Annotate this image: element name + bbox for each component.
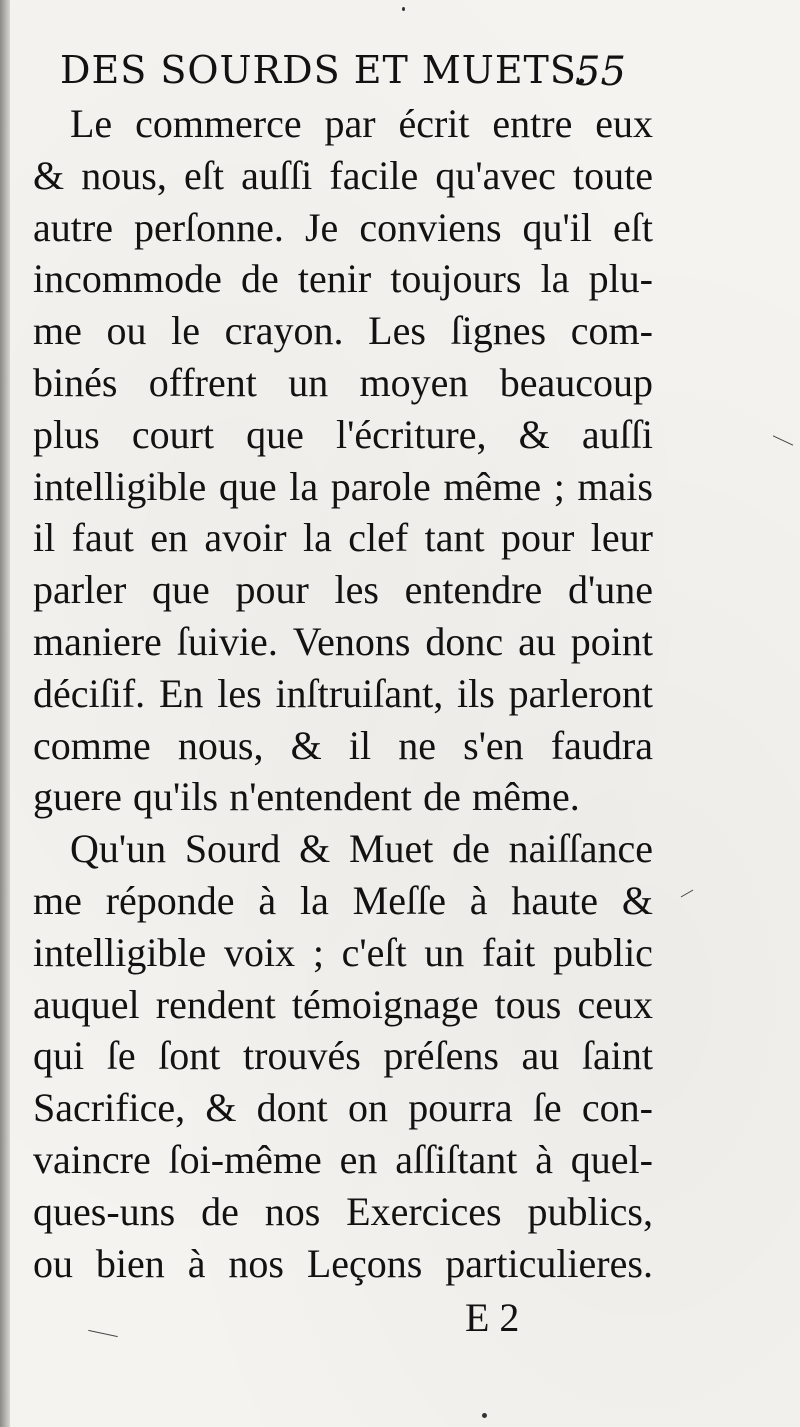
word: & (290, 722, 322, 768)
word: ne (398, 722, 436, 768)
word: Leçons (306, 1240, 423, 1286)
word: ou (33, 1240, 73, 1286)
word: trouvés (243, 1033, 361, 1079)
word: même. (472, 774, 580, 820)
text-line (33, 977, 653, 1033)
word: Exercices (346, 1188, 502, 1234)
word: leur (590, 515, 653, 561)
word: à (469, 878, 488, 923)
word: préſens (383, 1033, 499, 1079)
word: au (518, 619, 556, 664)
word: moyen (359, 360, 469, 405)
text-line (33, 769, 653, 825)
word: tenir (297, 256, 372, 302)
word: en (150, 515, 188, 561)
word: Meſſe (352, 878, 446, 923)
word: entendre (404, 567, 543, 613)
text-line (33, 148, 653, 204)
word: l'écriture, (336, 411, 487, 457)
word: de (423, 774, 461, 820)
word: la (540, 256, 570, 302)
word: au (521, 1033, 560, 1079)
ink-mark (681, 890, 694, 898)
word: & (518, 411, 550, 457)
word: vaincre (33, 1137, 151, 1182)
word: point (570, 619, 653, 664)
word: & (621, 878, 653, 923)
word: incommode (33, 256, 222, 302)
word: intelligible (33, 463, 207, 509)
word: ques-uns (33, 1188, 176, 1234)
word: pour (501, 515, 575, 561)
word: ſe (532, 1085, 562, 1131)
word: il (348, 722, 372, 768)
page-number: 55 (575, 49, 626, 95)
text-line (33, 666, 653, 722)
word: facile (329, 152, 419, 198)
text-line (33, 1080, 653, 1136)
word: autre (33, 204, 113, 250)
word: ſignes (450, 308, 547, 354)
word: comme (33, 722, 151, 768)
word: qui (33, 1033, 85, 1079)
word: crayon. (224, 308, 344, 354)
word: intelligible (33, 929, 207, 975)
word: la (299, 878, 329, 923)
text-line (33, 873, 653, 929)
ink-speck (482, 1413, 487, 1418)
word: à (535, 1137, 553, 1182)
word: fait (481, 929, 536, 975)
word: haute (511, 878, 599, 923)
word: parler (33, 567, 127, 613)
word: que (246, 411, 304, 457)
text-line (33, 510, 653, 566)
word: d'une (568, 567, 653, 613)
word: court (131, 411, 214, 457)
word: la (303, 515, 332, 561)
word: voix (224, 929, 296, 975)
word: nous, (177, 722, 264, 768)
word: ceux (577, 981, 653, 1027)
word: n'entendent (229, 774, 412, 820)
word: à (258, 878, 277, 923)
word: naiſſance (508, 826, 653, 872)
word: faudra (550, 722, 653, 768)
word: même (443, 463, 542, 509)
word: un (288, 360, 329, 405)
word: mais (577, 463, 653, 509)
word: com- (570, 308, 653, 354)
text-line (33, 303, 653, 359)
word: donc (425, 619, 504, 664)
word: tous (494, 981, 562, 1027)
word: me (33, 308, 82, 354)
running-head: DES SOURDS ET MUETS. (60, 48, 589, 92)
word: ſoi-même (168, 1137, 322, 1182)
word: & (299, 826, 331, 872)
word: auſſi (581, 411, 653, 457)
ink-mark (88, 1330, 118, 1337)
word: conviens (359, 204, 502, 250)
word: & (205, 1085, 237, 1131)
word: inſtruiſant, (275, 670, 444, 716)
word: beaucoup (499, 360, 653, 405)
word: le (171, 308, 201, 354)
word: en (339, 1137, 378, 1182)
word: maniere (33, 619, 162, 664)
word: de (240, 256, 279, 302)
word: on (348, 1085, 388, 1131)
word: toute (573, 152, 653, 198)
word: eſt (184, 152, 224, 198)
word: les (217, 670, 262, 716)
word: auſſi (241, 152, 313, 198)
word: offrent (148, 360, 257, 405)
word: ſaint (581, 1033, 653, 1079)
text-line (33, 1132, 653, 1188)
word: témoignage (291, 981, 479, 1027)
text-line (33, 1028, 653, 1084)
text-line (33, 614, 653, 670)
word: perſonne. (133, 204, 284, 250)
word: que (151, 567, 210, 613)
word: auquel (33, 981, 140, 1027)
text-line (33, 459, 653, 515)
word: Muet (348, 826, 434, 872)
signature-mark: E 2 (465, 1295, 520, 1340)
word: bien (95, 1240, 165, 1286)
word: ; (312, 929, 324, 975)
text-line (33, 925, 653, 981)
word: nos (264, 1188, 321, 1234)
word: nous, (81, 152, 167, 198)
ink-speck (402, 7, 405, 11)
text-line (33, 200, 653, 256)
text-line (33, 355, 653, 411)
word: Le (70, 101, 113, 146)
word: que (218, 463, 277, 509)
word: publics, (527, 1188, 653, 1234)
word: s'en (463, 722, 524, 768)
page-edge-shadow (0, 0, 10, 1427)
word: Sacrifice, (33, 1085, 186, 1131)
word: Je (304, 204, 339, 250)
word: il (33, 515, 56, 561)
word: particulieres. (445, 1240, 653, 1286)
word: déciſif. (33, 670, 146, 716)
word: faut (71, 515, 134, 561)
word: ſuivie. (176, 619, 278, 664)
word: Sourd (184, 826, 281, 872)
word: Qu'un (70, 826, 167, 872)
word: plus (33, 411, 100, 457)
word: rendent (155, 981, 276, 1027)
word: pourra (408, 1085, 513, 1131)
word: toujours (390, 256, 522, 302)
word: qu'il (522, 204, 592, 250)
word: un (424, 929, 465, 975)
word: entre (492, 101, 573, 146)
word: con- (581, 1085, 653, 1131)
word: avoir (204, 515, 287, 561)
word: me (33, 878, 82, 923)
word: Les (368, 308, 426, 354)
word: nos (228, 1240, 284, 1286)
word: eux (595, 101, 653, 146)
word: réponde (105, 878, 235, 923)
word: aſſiſtant (395, 1137, 518, 1182)
word: quel- (570, 1137, 653, 1182)
text-line (33, 407, 653, 463)
word: ils (457, 670, 495, 716)
word: de (201, 1188, 239, 1234)
text-line (70, 821, 653, 877)
word: tant (424, 515, 485, 561)
word: commerce (135, 101, 302, 146)
text-line (33, 718, 653, 774)
word: ; (553, 463, 565, 509)
word: de (452, 826, 490, 872)
word: par (324, 101, 376, 146)
word: dont (256, 1085, 328, 1131)
word: ou (106, 308, 147, 354)
text-line (33, 562, 653, 618)
word: & (33, 152, 65, 198)
word: En (158, 670, 204, 716)
text-line (70, 96, 653, 152)
word: qu'avec (435, 152, 556, 198)
word: parole (330, 463, 431, 509)
word: écrit (398, 101, 470, 146)
word: guere (33, 774, 122, 820)
word: la (289, 463, 319, 509)
word: parleront (508, 670, 653, 716)
word: pour (235, 567, 309, 613)
word: ſont (158, 1033, 221, 1079)
word: eſt (613, 204, 653, 250)
word: clef (348, 515, 409, 561)
word: à (187, 1240, 206, 1286)
ink-mark (773, 435, 793, 445)
text-line (33, 1236, 653, 1292)
word: Venons (292, 619, 411, 664)
word: public (552, 929, 653, 975)
word: qu'ils (133, 774, 219, 820)
text-line (33, 251, 653, 307)
word: les (334, 567, 379, 613)
word: ſe (106, 1033, 136, 1079)
word: binés (33, 360, 118, 405)
word: c'eſt (341, 929, 407, 975)
text-line (33, 1184, 653, 1240)
word: plu- (588, 256, 653, 302)
